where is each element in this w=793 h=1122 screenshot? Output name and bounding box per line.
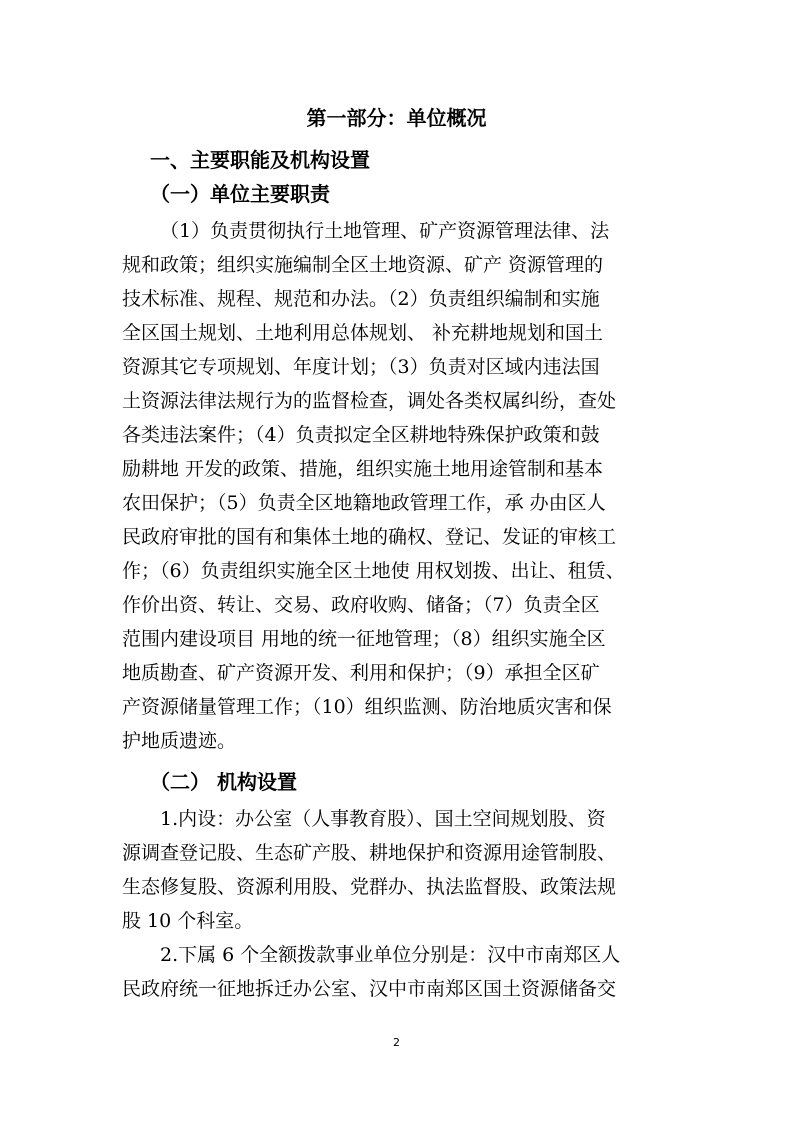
paragraph-line: 农田保护；（5）负责全区地籍地政管理工作，承 办由区人 [122, 492, 606, 514]
paragraph-line: 产资源储量管理工作；（10）组织监测、防治地质灾害和保 [122, 696, 612, 718]
page-title: 第一部分：单位概况 [306, 106, 487, 130]
paragraph-line: 生态修复股、资源利用股、党群办、执法监督股、政策法规 [122, 876, 617, 898]
paragraph-line: 作价出资、转让、交易、政府收购、储备；（7）负责全区 [122, 594, 600, 616]
duties-paragraph [122, 214, 670, 754]
paragraph-line: 技术标准、规程、规范和办法。（2）负责组织编制和实施 [122, 288, 600, 310]
page-number: 2 [393, 1036, 400, 1049]
subsection-heading-organization: （二） 机构设置 [150, 770, 297, 794]
paragraph-line: 2.下属 6 个全额拨款事业单位分别是：汉中市南郑区人 [160, 944, 621, 966]
paragraph-line: 源调查登记股、生态矿产股、耕地保护和资源用途管制股、 [122, 842, 617, 864]
internal-departments-paragraph [122, 802, 670, 938]
paragraph-line: 土资源法律法规行为的监督检查，调处各类权属纠纷，查处 [122, 390, 617, 412]
subsection-heading-duties: （一）单位主要职责 [150, 182, 330, 206]
paragraph-line: 1.内设：办公室（人事教育股）、国土空间规划股、资 [160, 808, 606, 830]
paragraph-line: 各类违法案件；（4）负责拟定全区耕地特殊保护政策和鼓 [122, 424, 600, 446]
paragraph-line: 民政府统一征地拆迁办公室、汉中市南郑区国土资源储备交 [122, 978, 617, 1000]
paragraph-line: 范围内建设项目 用地的统一征地管理；（8）组织实施全区 [122, 628, 606, 650]
paragraph-line: 全区国土规划、土地利用总体规划、 补充耕地规划和国土 [122, 322, 604, 344]
paragraph-line: （1）负责贯彻执行土地管理、矿产资源管理法律、法 [160, 220, 610, 242]
paragraph-line: 作；（6）负责组织实施全区土地使 用权划拨、出让、租赁、 [122, 560, 625, 582]
section-heading: 一、主要职能及机构设置 [150, 148, 370, 172]
paragraph-line: 护地质遗迹。 [122, 730, 237, 752]
paragraph-line: 股 10 个科室。 [122, 910, 254, 932]
paragraph-line: 励耕地 开发的政策、措施，组织实施土地用途管制和基本 [122, 458, 604, 480]
subordinate-units-paragraph [122, 938, 670, 1006]
paragraph-line: 资源其它专项规划、年度计划；（3）负责对区域内违法国 [122, 356, 600, 378]
paragraph-line: 规和政策；组织实施编制全区土地资源、矿产 资源管理的 [122, 254, 604, 276]
paragraph-line: 民政府审批的国有和集体土地的确权、登记、发证的审核工 [122, 526, 617, 548]
paragraph-line: 地质勘查、矿产资源开发、利用和保护；（9）承担全区矿 [122, 662, 600, 684]
